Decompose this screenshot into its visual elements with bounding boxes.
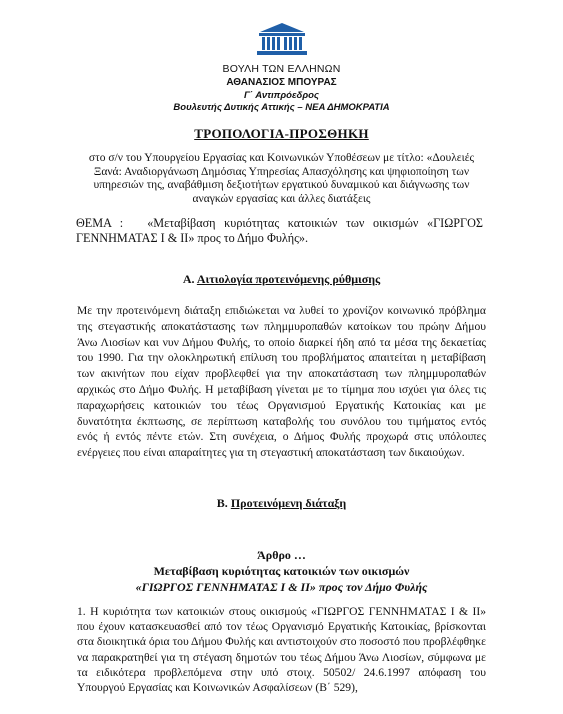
section-b-letter: Β. (216, 496, 228, 510)
article-title-line-1: Μεταβίβαση κυριότητας κατοικιών των οικισμών (153, 564, 410, 578)
document-title: ΤΡΟΠΟΛΟΓΙΑ-ΠΡΟΣΘΗΚΗ (194, 126, 369, 141)
author-name: ΑΘΑΝΑΣΙΟΣ ΜΠΟΥΡΑΣ (226, 77, 337, 88)
article-number: Άρθρο … (257, 548, 306, 562)
section-a-title: Αιτιολογία προτεινόμενης ρύθμισης (196, 272, 381, 286)
author-block (0, 77, 563, 115)
article-title-line-2: «ΓΙΩΡΓΟΣ ΓΕΝΝΗΜΑΤΑΣ Ι & ΙΙ» προς τον Δήμο Φυλής (135, 580, 428, 594)
section-a-heading (0, 272, 563, 287)
institution-name: ΒΟΥΛΗ ΤΩΝ ΕΛΛΗΝΩΝ (222, 63, 341, 75)
article-heading (0, 547, 563, 595)
author-role: Γ΄ Αντιπρόεδρος (244, 89, 319, 101)
section-a-letter: Α. (182, 272, 195, 286)
section-b-heading (0, 496, 563, 511)
subject-text: «Μεταβίβαση κυριότητας κατοικιών των οικισμών «ΓΙΩΡΓΟΣ ΓΕΝΝΗΜΑΤΑΣ Ι & ΙΙ» προς το Δήμο Φυλής». (76, 216, 483, 245)
subject-label: ΘΕΜΑ : (76, 216, 124, 230)
parliament-building-icon (254, 22, 310, 56)
section-b-title: Προτεινόμενη διάταξη (230, 496, 347, 510)
letterhead (0, 22, 563, 75)
subject-line (76, 216, 483, 245)
bill-description: στο σ/ν του Υπουργείου Εργασίας και Κοινωνικών Υποθέσεων με τίτλο: «Δουλειές Ξανά: Αναδιοργάνωση Δημόσιας Υπηρεσίας Απασχόλησης και ψηφιοποίηση των υπηρεσιών της, αναβάθμιση δεξιοτήτων εργατικού δυναμικού και διάγνωσης των αναγκών εργασίας και άλλες διατάξεις (88, 152, 475, 205)
article-paragraph-1: 1. Η κυριότητα των κατοικιών στους οικισμούς «ΓΙΩΡΓΟΣ ΓΕΝΝΗΜΑΤΑΣ Ι & ΙΙ» που έχουν κατασκευασθεί από τον τέως Οργανισμό Εργατικής Κατοικίας, βρίσκονται στα διοικητικά όρια του Δήμου Φυλής και αντιστοιχούν στο ποσοστό που προβλέφθηκε να παρακρατηθεί για τη στέγαση δημοτών του τέως Δήμου Άνω Λιοσίων, σύμφωνα με τα ειδικότερα προβλεπόμενα στην υπό στοιχ. 50502/ 24.6.1997 απόφαση του Υπουργού Εργασίας και Κοινωνικών Ασφαλίσεων (Β΄ 529), (77, 605, 486, 695)
section-a-paragraph: Με την προτεινόμενη διάταξη επιδιώκεται να λυθεί το χρονίζον κοινωνικό πρόβλημα της στεγαστικής αποκατάστασης των πλημμυροπαθών κατοίκων του πρώην Δήμου Άνω Λιοσίων και νυν Δήμου Φυλής, το οποίο διαρκεί ήδη από τα μέσα της δεκαετίας του 1990. Για την ολοκληρωτική επίλυση του προβλήματος απαιτείται η μεταβίβαση των ακινήτων που είχαν προβλεφθεί για την αποκατάσταση των πλημμυροπαθών αρχικώς στο Δήμο Φυλής. Η μεταβίβαση γίνεται με το τίμημα που ισχύει για όλες τις παραχωρήσεις κατοικιών του τέως Οργανισμού Εργατικής Κατοικίας και με δυνατότητα έκπτωσης, σε περίπτωση καταβολής του συνόλου του τιμήματος εντός ενός ή εντός πέντε ετών. Στη συνέχεια, ο Δήμος Φυλής προχωρά στις υπόλοιπες ενέργειες που είναι απαραίτητες για τη στεγαστική αποκατάσταση των δικαιούχων. (77, 304, 486, 460)
author-constituency: Βουλευτής Δυτικής Αττικής – ΝΕΑ ΔΗΜΟΚΡΑΤΙΑ (173, 102, 390, 113)
